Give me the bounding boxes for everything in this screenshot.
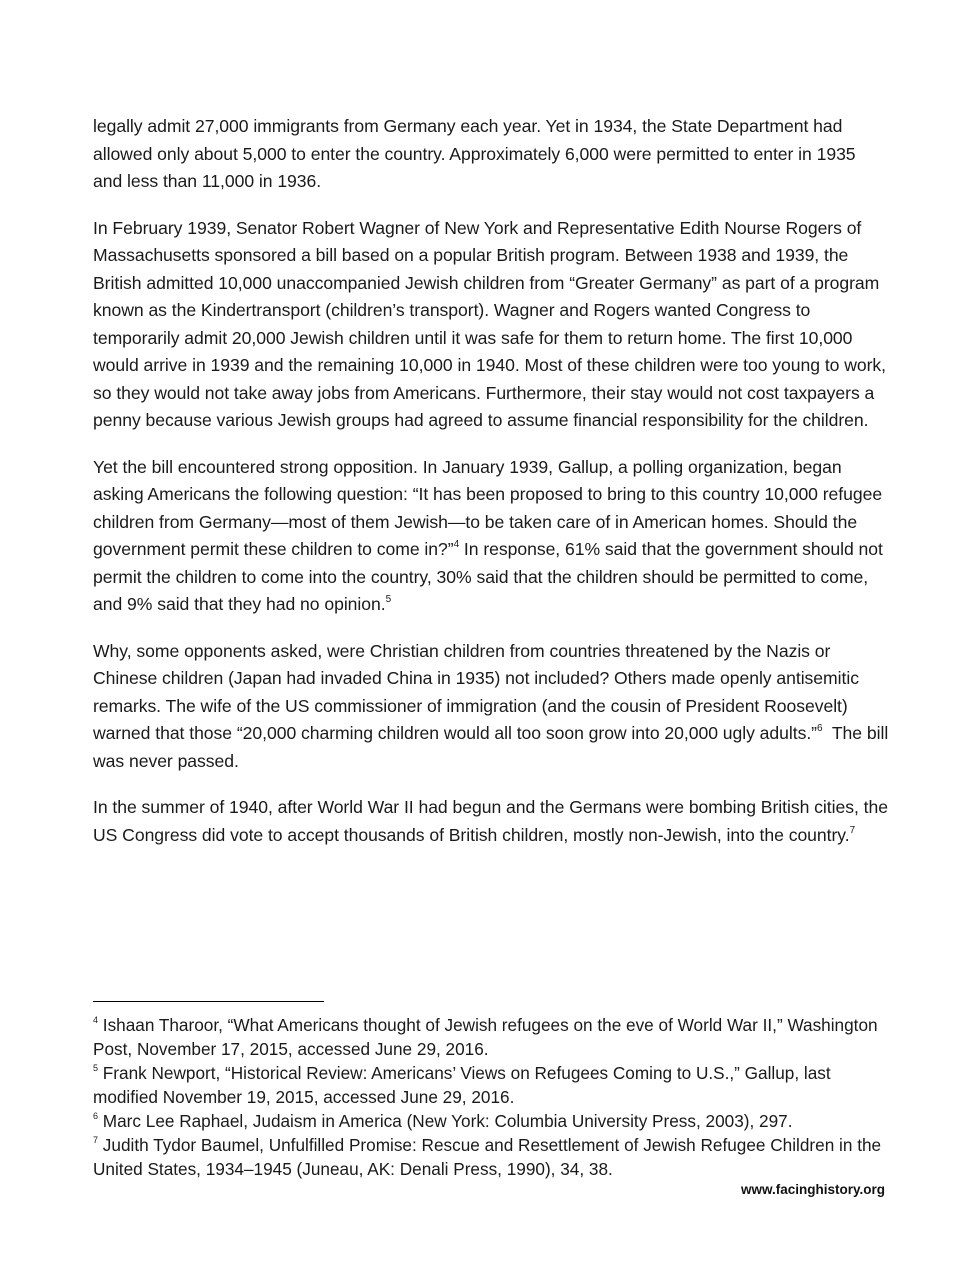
footnotes-section bbox=[93, 1013, 889, 1181]
footnote-ref-5[interactable]: 5 bbox=[385, 594, 392, 606]
footnote-number: 7 bbox=[93, 1135, 99, 1146]
paragraph-british-children bbox=[93, 794, 889, 849]
paragraph-text: Why, some opponents asked, were Christian children from countries threatened by the Nazis or Chinese children (Japan had invaded China in 1935) not included? Others made openly antisemitic remarks. The wife of the US commissioner of immigration (and the cousin of President Roosevelt) warned that those “20,000 charming children would all too soon grow into 20,000 ugly adults.” bbox=[93, 640, 859, 743]
paragraph-wagner-rogers-bill bbox=[93, 215, 889, 435]
footnote-text: Ishaan Tharoor, “What Americans thought of Jewish refugees on the eve of World War II,” Washington Post, November 17, 2015, accessed June 29, 2016. bbox=[93, 1015, 878, 1059]
footnote-text: Marc Lee Raphael, Judaism in America (New York: Columbia University Press, 2003), 297. bbox=[98, 1111, 793, 1131]
paragraph-text: The bill was never passed. bbox=[93, 723, 894, 771]
footnote-6 bbox=[93, 1109, 889, 1133]
footnote-ref-7[interactable]: 7 bbox=[849, 824, 856, 836]
paragraph-text: In the summer of 1940, after World War II had begun and the Germans were bombing British cities, the US Congress did vote to accept thousands of British children, mostly non-Jewish, into the country. bbox=[93, 797, 888, 845]
footnote-ref-6[interactable]: 6 bbox=[816, 723, 823, 735]
paragraph-immigration-quota bbox=[93, 113, 889, 196]
document-body bbox=[93, 113, 894, 868]
paragraph-gallup-poll bbox=[93, 454, 889, 619]
footnote-5 bbox=[93, 1061, 889, 1109]
footnote-number: 5 bbox=[93, 1063, 99, 1074]
footnote-text: Frank Newport, “Historical Review: Americans’ Views on Refugees Coming to U.S.,” Gallup, last modified November 19, 2015, accessed June 29, 2016. bbox=[93, 1063, 831, 1107]
footnote-4 bbox=[93, 1013, 889, 1061]
footnote-ref-4[interactable]: 4 bbox=[453, 539, 460, 551]
footnote-text: Judith Tydor Baumel, Unfulfilled Promise: Rescue and Resettlement of Jewish Refugee Children in the United States, 1934–1945 (Juneau, AK: Denali Press, 1990), 34, 38. bbox=[93, 1135, 882, 1179]
paragraph-text: Yet the bill encountered strong opposition. In January 1939, Gallup, a polling organization, began asking Americans the following question: “It has been proposed to bring to this country 10,000 refugee children from Germany—most of them Jewish—to be taken care of in American homes. Should the government permit these children to come in?” bbox=[93, 456, 883, 559]
footnote-separator bbox=[93, 1001, 324, 1002]
paragraph-text: legally admit 27,000 immigrants from Germany each year. Yet in 1934, the State Department had allowed only about 5,000 to enter the country. Approximately 6,000 were permitted to enter in 1935 and less than 11,000 in 1936. bbox=[93, 116, 856, 191]
paragraph-text: In February 1939, Senator Robert Wagner of New York and Representative Edith Nourse Rogers of Massachusetts sponsored a bill based on a popular British program. Between 1938 and 1939, the British admitted 10,000 unaccompanied Jewish children from “Greater Germany” as part of a program known as the Kindertransport (children’s transport). Wagner and Rogers wanted Congress to temporarily admit 20,000 Jewish children until it was safe for them to return home. The first 10,000 would arrive in 1939 and the remaining 10,000 in 1940. Most of these children were too young to work, so they would not take away jobs from Americans. Furthermore, their stay would not cost taxpayers a penny because various Jewish groups had agreed to assume financial responsibility for the children. bbox=[93, 217, 887, 430]
paragraph-opposition bbox=[93, 638, 894, 776]
website-link[interactable]: www.facinghistory.org bbox=[740, 1182, 885, 1197]
paragraph-text: In response, 61% said that the government should not permit the children to come into the country, 30% said that the children should be permitted to come, and 9% said that they had no opinion. bbox=[93, 539, 883, 614]
footnote-7 bbox=[93, 1133, 889, 1181]
footnote-number: 6 bbox=[93, 1111, 99, 1122]
footnote-number: 4 bbox=[93, 1015, 99, 1026]
